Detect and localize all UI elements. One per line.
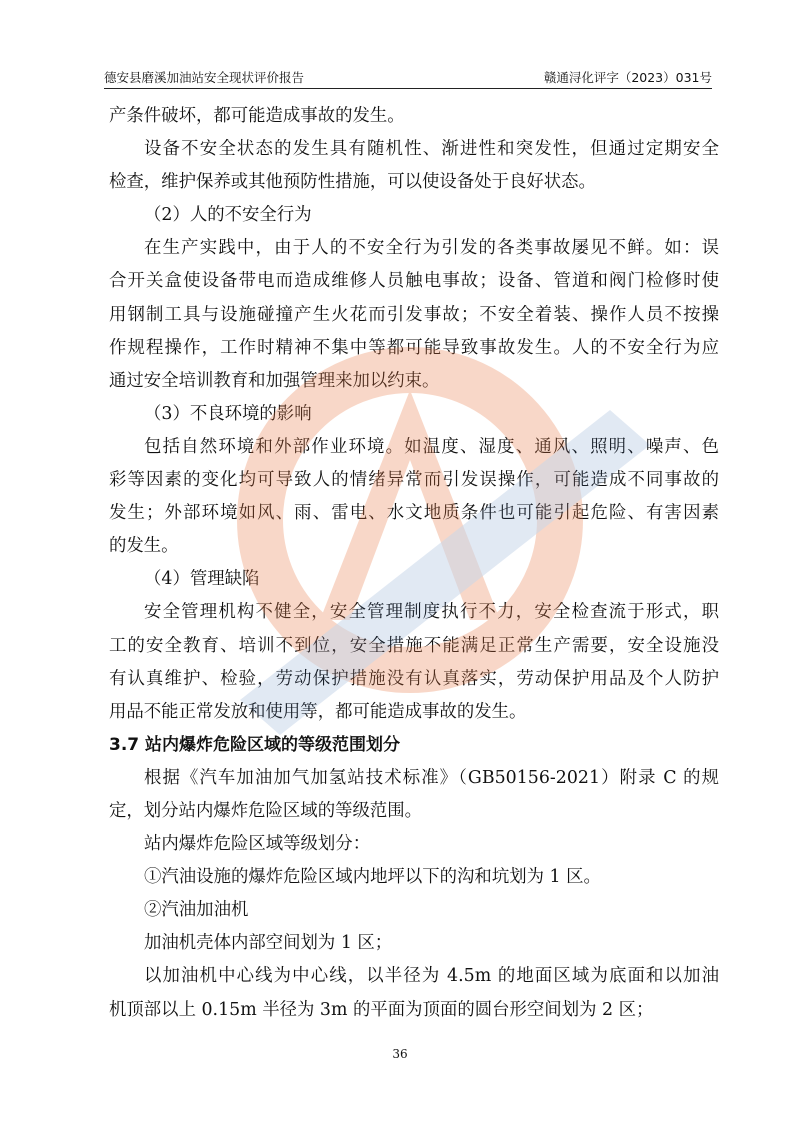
page-header: [104, 64, 712, 86]
text-line: 以加油机中心线为中心线，以半径为 4.5m 的地面区域为底面和以加油: [144, 966, 719, 987]
page-number: 36: [392, 1047, 408, 1061]
text-line: 彩等因素的变化均可导致人的情绪异常而引发误操作，可能造成不同事故的: [109, 470, 719, 491]
text-line: 的发生。: [109, 536, 179, 557]
text-line: （4）管理缺陷: [144, 569, 260, 590]
text-line: 发生；外部环境如风、雨、雷电、水文地质条件也可能引起危险、有害因素: [109, 503, 719, 524]
text-line: 检查，维护保养或其他预防性措施，可以使设备处于良好状态。: [109, 172, 596, 193]
text-line: 设备不安全状态的发生具有随机性、渐进性和突发性，但通过定期安全: [144, 139, 719, 160]
text-line: （3）不良环境的影响: [144, 403, 312, 424]
body-text: [109, 100, 719, 1027]
text-line: 机顶部以上 0.15m 半径为 3m 的平面为顶面的圆台形空间划为 2 区；: [109, 999, 654, 1020]
text-line: 加油机壳体内部空间划为 1 区；: [144, 933, 393, 954]
text-line: 作规程操作，工作时精神不集中等都可能导致事故发生。人的不安全行为应: [109, 337, 719, 358]
text-line: 有认真维护、检验，劳动保护措施没有认真落实，劳动保护用品及个人防护: [109, 668, 719, 689]
text-line: 包括自然环境和外部作业环境。如温度、湿度、通风、照明、噪声、色: [144, 436, 719, 457]
text-line: ②汽油加油机: [144, 900, 249, 921]
text-line: 用钢制工具与设施碰撞产生火花而引发事故；不安全着装、操作人员不按操: [109, 304, 719, 325]
section-heading: 3.7 站内爆炸危险区域的等级范围划分: [109, 734, 401, 755]
text-line: 在生产实践中，由于人的不安全行为引发的各类事故屡见不鲜。如：误: [144, 238, 719, 259]
text-line: 根据《汽车加油加气加氢站技术标准》（GB50156-2021）附录 C 的规: [144, 767, 719, 788]
text-line: 用品不能正常发放和使用等，都可能造成事故的发生。: [109, 701, 527, 722]
text-line: 定，划分站内爆炸危险区域的等级范围。: [109, 800, 423, 821]
text-line: 站内爆炸危险区域等级划分：: [144, 834, 371, 855]
text-line: 安全管理机构不健全，安全管理制度执行不力，安全检查流于形式，职: [144, 602, 719, 623]
header-divider: [104, 88, 712, 89]
header-report-number: 赣通浔化评字（2023）031号: [543, 70, 712, 85]
text-line: 通过安全培训教育和加强管理来加以约束。: [109, 370, 440, 391]
text-line: 合开关盒使设备带电而造成维修人员触电事故；设备、管道和阀门检修时使: [109, 271, 719, 292]
header-report-title: 德安县磨溪加油站安全现状评价报告: [104, 70, 305, 85]
text-line: 产条件破坏，都可能造成事故的发生。: [109, 106, 405, 126]
text-line: （2）人的不安全行为: [144, 205, 312, 226]
text-line: 工的安全教育、培训不到位，安全措施不能满足正常生产需要，安全设施没: [109, 635, 719, 656]
text-line: ①汽油设施的爆炸危险区域内地坪以下的沟和坑划为 1 区。: [144, 867, 601, 888]
